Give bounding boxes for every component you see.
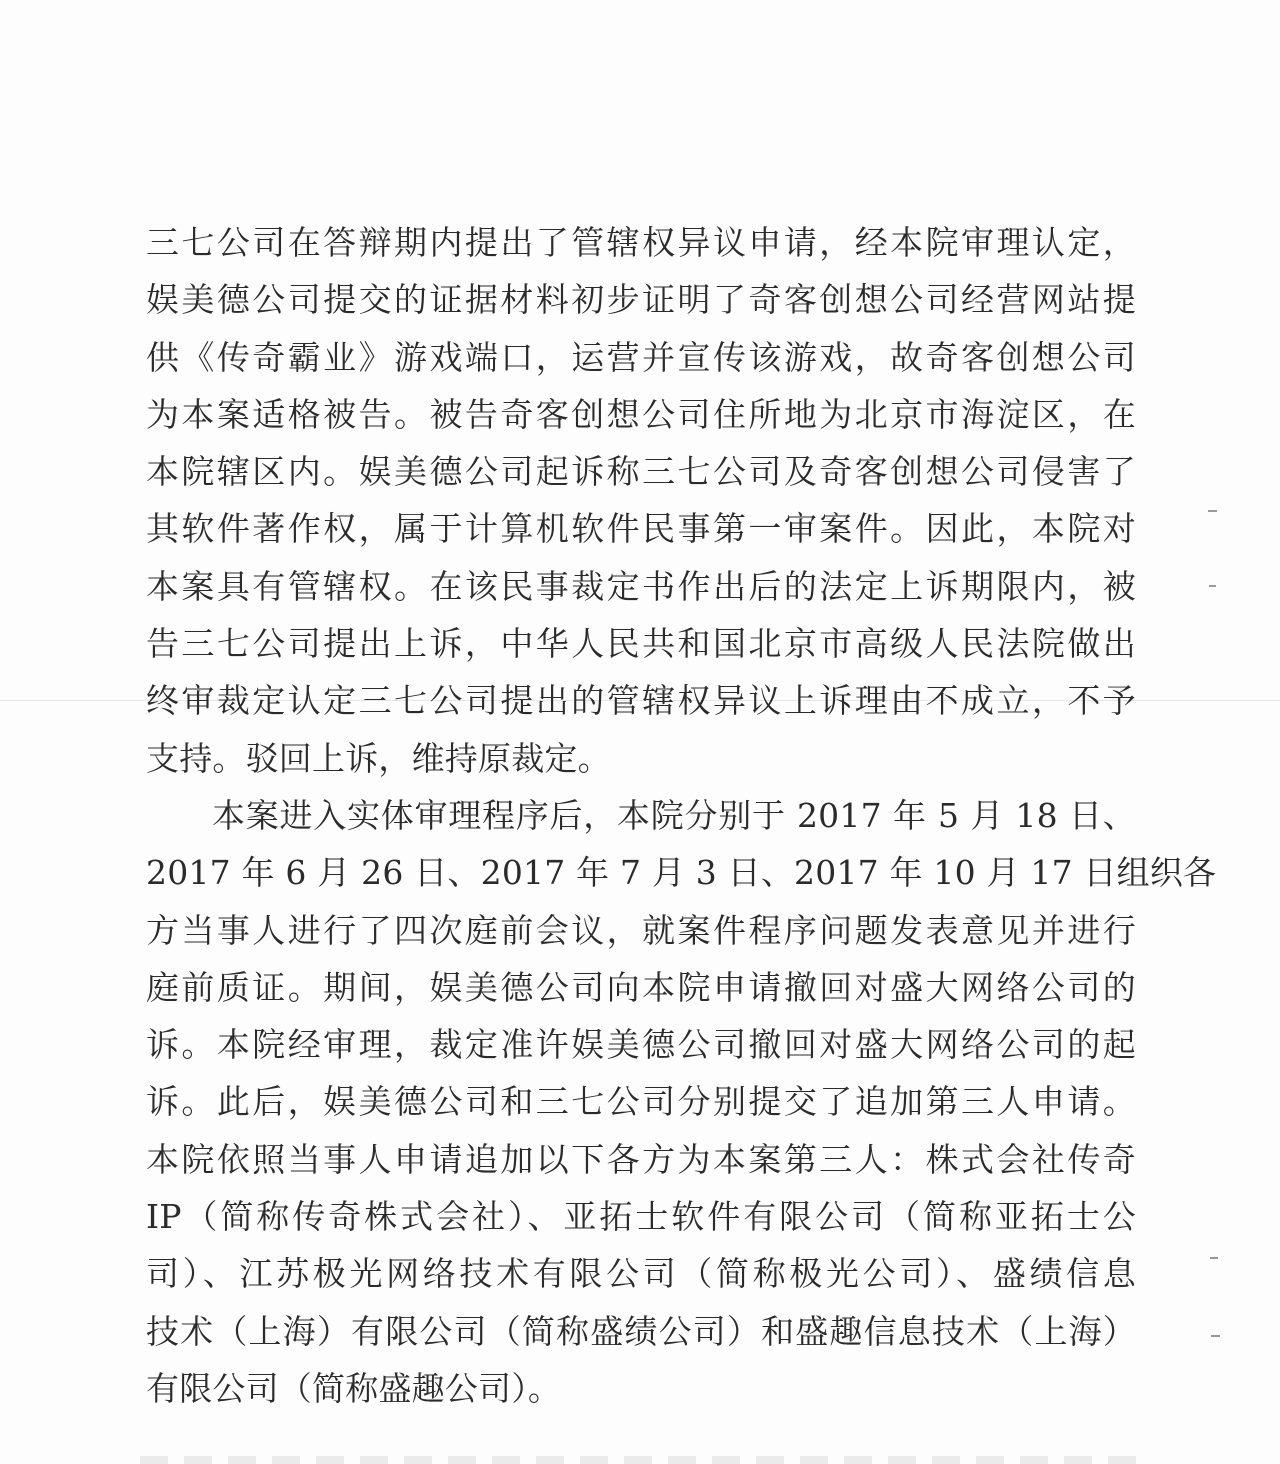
text-line: IP（简称传奇株式会社）、亚拓士软件有限公司（简称亚拓士公 [146, 1197, 1136, 1237]
text-line: 司）、江苏极光网络技术有限公司（简称极光公司）、盛绩信息 [146, 1254, 1136, 1294]
scan-edge-mark [1211, 1335, 1220, 1337]
scan-edge-mark [1208, 510, 1217, 512]
text-line: 告三七公司提出上诉，中华人民共和国北京市高级人民法院做出 [146, 624, 1136, 664]
text-line: 本案具有管辖权。在该民事裁定书作出后的法定上诉期限内，被 [146, 566, 1136, 606]
text-line: 方当事人进行了四次庭前会议，就案件程序问题发表意见并进行 [146, 910, 1136, 950]
text-line: 其软件著作权，属于计算机软件民事第一审案件。因此，本院对 [146, 509, 1136, 549]
text-line: 支持。驳回上诉，维持原裁定。 [146, 738, 611, 778]
paragraph-2 [146, 787, 1217, 1417]
text-line: 本院辖区内。娱美德公司起诉称三七公司及奇客创想公司侵害了 [146, 452, 1136, 492]
scan-edge-mark [1209, 585, 1216, 587]
scan-edge-mark [1210, 1257, 1218, 1259]
text-line: 娱美德公司提交的证据材料初步证明了奇客创想公司经营网站提 [146, 280, 1136, 320]
text-line: 本院依照当事人申请追加以下各方为本案第三人：株式会社传奇 [146, 1139, 1136, 1179]
text-line: 诉。此后，娱美德公司和三七公司分别提交了追加第三人申请。 [146, 1082, 1136, 1122]
document-body [146, 214, 1217, 1417]
text-line: 三七公司在答辩期内提出了管辖权异议申请，经本院审理认定， [146, 223, 1136, 262]
text-line: 诉。本院经审理，裁定准许娱美德公司撤回对盛大网络公司的起 [146, 1025, 1136, 1065]
paragraph-1 [146, 214, 1136, 787]
text-line: 终审裁定认定三七公司提出的管辖权异议上诉理由不成立，不予 [146, 681, 1136, 721]
cut-off-text-line [140, 1456, 1140, 1464]
text-line: 技术（上海）有限公司（简称盛绩公司）和盛趣信息技术（上海） [146, 1311, 1136, 1351]
text-line: 庭前质证。期间，娱美德公司向本院申请撤回对盛大网络公司的 [146, 967, 1136, 1007]
text-line: 有限公司（简称盛趣公司）。 [146, 1368, 562, 1408]
text-line: 为本案适格被告。被告奇客创想公司住所地为北京市海淀区，在 [146, 394, 1136, 434]
text-line: 供《传奇霸业》游戏端口，运营并宣传该游戏，故奇客创想公司 [146, 337, 1136, 377]
text-line: 本案进入实体审理程序后，本院分别于 2017 年 5 月 18 日、 [212, 795, 1136, 835]
text-line: 2017 年 6 月 26 日、2017 年 7 月 3 日、2017 年 10 月 17 日组织各 [146, 853, 1217, 893]
